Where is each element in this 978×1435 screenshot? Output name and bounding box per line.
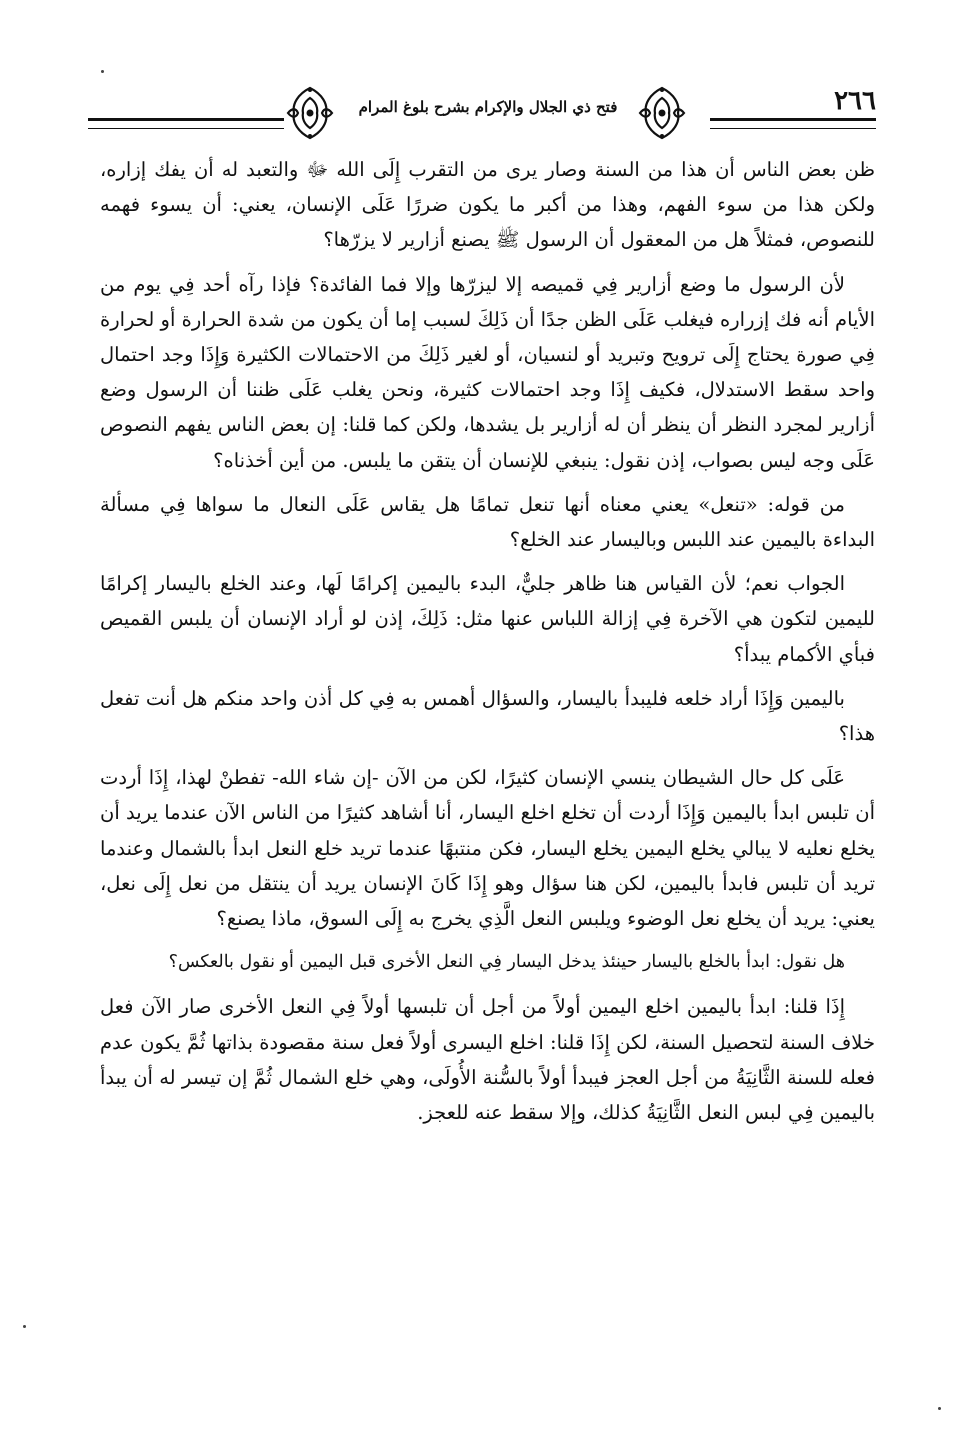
floral-ornament-icon	[636, 84, 688, 142]
page-body	[100, 152, 875, 1139]
paragraph-question: هل نقول: ابدأ بالخلع باليسار حينئذ يدخل اليسار فِي النعل الأخرى قبل اليمين أو نقول بالعكس؟	[168, 952, 845, 973]
book-title: فتح ذي الجلال والإكرام بشرح بلوغ المرام	[358, 98, 618, 116]
paragraph: عَلَى كل حال الشيطان ينسي الإنسان كثيرًا، لكن من الآن -إن شاء الله- تفطنْ لهذا، إِذَا أردت أن تلبس ابدأ باليمين وَإِذَا أردت أن تخلع اخلع اليسار، أنا أشاهد كثيرًا من الناس الآن عندما يريد أن يخلع نعليه لا يبالي يخلع اليمين يخلع اليسار، فكن منتبهًا عندما تريد خلع النعل ابدأ بالشمال وعندما تريد أن تلبس فابدأ باليمين، لكن هنا سؤال وهو إِذَا كَانَ الإنسان يريد أن ينتقل من نعل إِلَى نعل، يعني: يريد أن يخلع نعل الوضوء ويلبس النعل الَّذِي يخرج به إِلَى السوق، ماذا يصنع؟	[100, 766, 875, 931]
header-rule-left	[88, 118, 284, 129]
paragraph: إِذَا قلنا: ابدأ باليمين اخلع اليمين أولاً من أجل أن تلبسها أولاً فِي النعل الأخرى صار الآن فعل خلاف السنة لتحصيل السنة، لكن إِذَا قلنا: اخلع اليسرى أولاً فعل سنة مقصودة بذاتها ثُمَّ يكون عدم فعله للسنة الثَّانِيَةُ من أجل العجز فيبدأ أولاً بالسُّنة الأُولَى، وهي خلع الشمال ثُمَّ إن تيسر له أن يبدأ باليمين فِي لبس النعل الثَّانِيَةُ كذلك، وإلا سقط عنه للعجز.	[100, 995, 875, 1125]
page-number: ٢٦٦	[834, 86, 876, 116]
page-header	[88, 84, 876, 146]
paragraph: من قوله: «تنعل» يعني معناه أنها تنعل تمامًا هل يقاس عَلَى النعال ما سواها فِي مسألة البداءة باليمين عند اللبس وباليسار عند الخلع؟	[100, 492, 875, 552]
paragraph: ظن بعض الناس أن هذا من السنة وصار يرى من التقرب إِلَى الله ﷻ والتعبد له أن يفك إزاره، ولكن هذا من سوء الفهم، وهذا من أكبر ما يكون ضررًا عَلَى الإنسان، يعني: أن يسوء فهمه للنصوص، فمثلاً هل من المعقول أن الرسول ﷺ يصنع أزارير لا يزرّها؟	[100, 158, 875, 252]
scan-speck	[23, 1325, 26, 1328]
paragraph: الجواب نعم؛ لأن القياس هنا ظاهر جليٌّ، البدء باليمين إكرامًا لَها، وعند الخلع باليسار إكرامًا لليمين لتكون هي الآخرة فِي إزالة اللباس عنها مثل: ذَلِكَ، إذن لو أراد الإنسان أن يلبس القميص فبأي الأكمام يبدأ؟	[100, 572, 875, 666]
header-rule-right	[710, 118, 876, 129]
paragraph: باليمين وَإِذَا أراد خلعه فليبدأ باليسار، والسؤال أهمس به فِي كل أذن واحد منكم هل أنت تفعل هذا؟	[100, 686, 875, 746]
scan-speck	[101, 70, 104, 73]
paragraph: لأن الرسول ما وضع أزارير فِي قميصه إلا ليزرّها وإلا فما الفائدة؟ فإذا رآه أحد فِي يوم من الأيام أنه فك إزراره فيغلب عَلَى الظن جدًا أن ذَلِكَ لسبب إما أن يكون من شدة الحرارة أو لحرارة فِي صورة يحتاج إِلَى ترويح وتبريد أو لنسيان، أو لغير ذَلِكَ من الاحتمالات الكثيرة وَإِذَا وجد احتمال واحد سقط الاستدلال، فكيف إِذَا وجد احتمالات كثيرة، ونحن يغلب عَلَى ظننا أن الرسول وضع أزارير لمجرد النظر أن ينظر أن له أزارير بل يشدها، ولكن كما قلنا: إن بعض الناس يفهم النصوص عَلَى وجه ليس بصواب، إذن نقول: ينبغي للإنسان أن يتقن ما يلبس. من أين أخذناه؟	[100, 272, 875, 472]
scan-speck	[938, 1407, 941, 1410]
floral-ornament-icon	[284, 84, 336, 142]
